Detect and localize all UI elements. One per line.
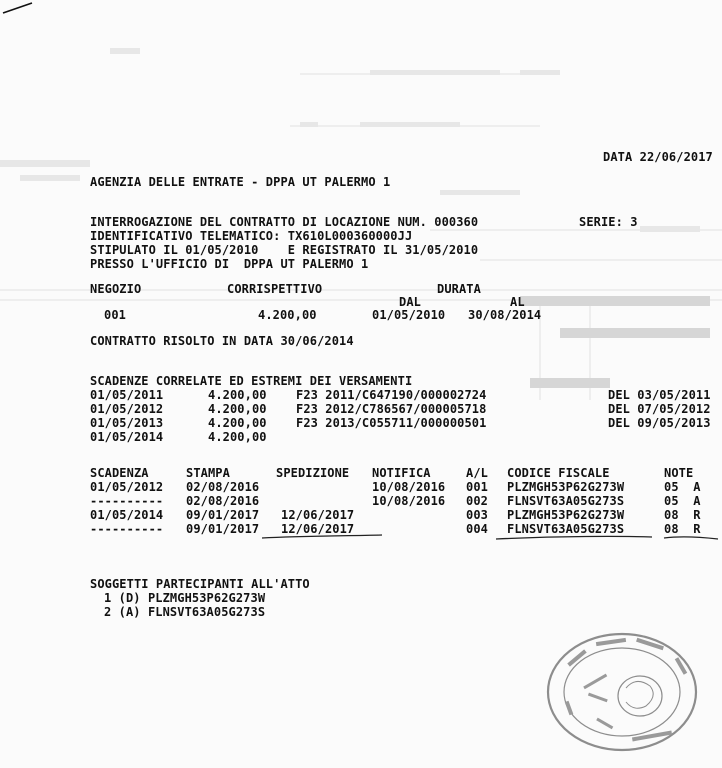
al-value: 30/08/2014: [468, 308, 542, 322]
row-note: 08 R: [664, 508, 701, 522]
scadenza-amount: 4.200,00: [208, 416, 267, 430]
col-spedizione: SPEDIZIONE: [276, 466, 350, 480]
corrispettivo-value: 4.200,00: [258, 308, 317, 322]
office-rubber-stamp: [536, 626, 706, 760]
pen-mark: [0, 0, 40, 20]
contract-office: PRESSO L'UFFICIO DI DPPA UT PALERMO 1: [90, 257, 369, 271]
row-stampa: 02/08/2016: [186, 480, 260, 494]
row-codice-fiscale: FLNSVT63A05G273S: [507, 522, 625, 536]
row-scadenza: 01/05/2014: [90, 508, 164, 522]
row-note: 05 A: [664, 480, 701, 494]
row-codice-fiscale: FLNSVT63A05G273S: [507, 494, 625, 508]
row-stampa: 09/01/2017: [186, 522, 260, 536]
col-al: A/L: [466, 466, 488, 480]
handwritten-underlines: [260, 530, 720, 546]
payment-date: DEL 07/05/2012: [608, 402, 711, 416]
row-spedizione: 12/06/2017: [281, 522, 355, 536]
scadenza-date: 01/05/2012: [90, 402, 164, 416]
col-scadenza: SCADENZA: [90, 466, 149, 480]
col-note: NOTE: [664, 466, 694, 480]
col-notifica: NOTIFICA: [372, 466, 431, 480]
scadenza-amount: 4.200,00: [208, 402, 267, 416]
soggetto-item: 1 (D) PLZMGH53P62G273W: [104, 591, 266, 605]
soggetti-title: SOGGETTI PARTECIPANTI ALL'ATTO: [90, 577, 310, 591]
negozio-value: 001: [104, 308, 126, 322]
row-al: 003: [466, 508, 488, 522]
contract-telematic-id: IDENTIFICATIVO TELEMATICO: TX610L000360000JJ: [90, 229, 413, 243]
negozio-header: NEGOZIO: [90, 282, 142, 296]
scadenza-date: 01/05/2013: [90, 416, 164, 430]
payment-date: DEL 09/05/2013: [608, 416, 711, 430]
contract-serie: SERIE: 3: [579, 215, 638, 229]
dal-header: DAL: [399, 295, 421, 309]
al-header: AL: [510, 295, 525, 309]
payment-reference: F23 2013/C055711/000000501: [296, 416, 487, 430]
soggetto-item: 2 (A) FLNSVT63A05G273S: [104, 605, 266, 619]
col-codice-fiscale: CODICE FISCALE: [507, 466, 610, 480]
dal-value: 01/05/2010: [372, 308, 446, 322]
contract-dates: STIPULATO IL 01/05/2010 E REGISTRATO IL 31/05/2010: [90, 243, 479, 257]
payment-reference: F23 2012/C786567/000005718: [296, 402, 487, 416]
document-date: DATA 22/06/2017: [603, 150, 713, 164]
row-spedizione: 12/06/2017: [281, 508, 355, 522]
scadenza-date: 01/05/2014: [90, 430, 164, 444]
row-codice-fiscale: PLZMGH53P62G273W: [507, 508, 625, 522]
row-scadenza: 01/05/2012: [90, 480, 164, 494]
row-note: 05 A: [664, 494, 701, 508]
agency-title: AGENZIA DELLE ENTRATE - DPPA UT PALERMO 1: [90, 175, 391, 189]
row-notifica: 10/08/2016: [372, 480, 446, 494]
payment-date: DEL 03/05/2011: [608, 388, 711, 402]
row-notifica: 10/08/2016: [372, 494, 446, 508]
row-scadenza: ----------: [90, 522, 164, 536]
scadenza-amount: 4.200,00: [208, 430, 267, 444]
scadenze-title: SCADENZE CORRELATE ED ESTREMI DEI VERSAMENTI: [90, 374, 413, 388]
row-scadenza: ----------: [90, 494, 164, 508]
contract-terminated: CONTRATTO RISOLTO IN DATA 30/06/2014: [90, 334, 354, 348]
col-stampa: STAMPA: [186, 466, 230, 480]
row-codice-fiscale: PLZMGH53P62G273W: [507, 480, 625, 494]
durata-header: DURATA: [437, 282, 481, 296]
row-al: 001: [466, 480, 488, 494]
row-stampa: 02/08/2016: [186, 494, 260, 508]
row-note: 08 R: [664, 522, 701, 536]
corrispettivo-header: CORRISPETTIVO: [227, 282, 323, 296]
payment-reference: F23 2011/C647190/000002724: [296, 388, 487, 402]
row-al: 004: [466, 522, 488, 536]
row-stampa: 09/01/2017: [186, 508, 260, 522]
scadenza-date: 01/05/2011: [90, 388, 164, 402]
contract-query-line: INTERROGAZIONE DEL CONTRATTO DI LOCAZIONE NUM. 000360: [90, 215, 479, 229]
scadenza-amount: 4.200,00: [208, 388, 267, 402]
row-al: 002: [466, 494, 488, 508]
